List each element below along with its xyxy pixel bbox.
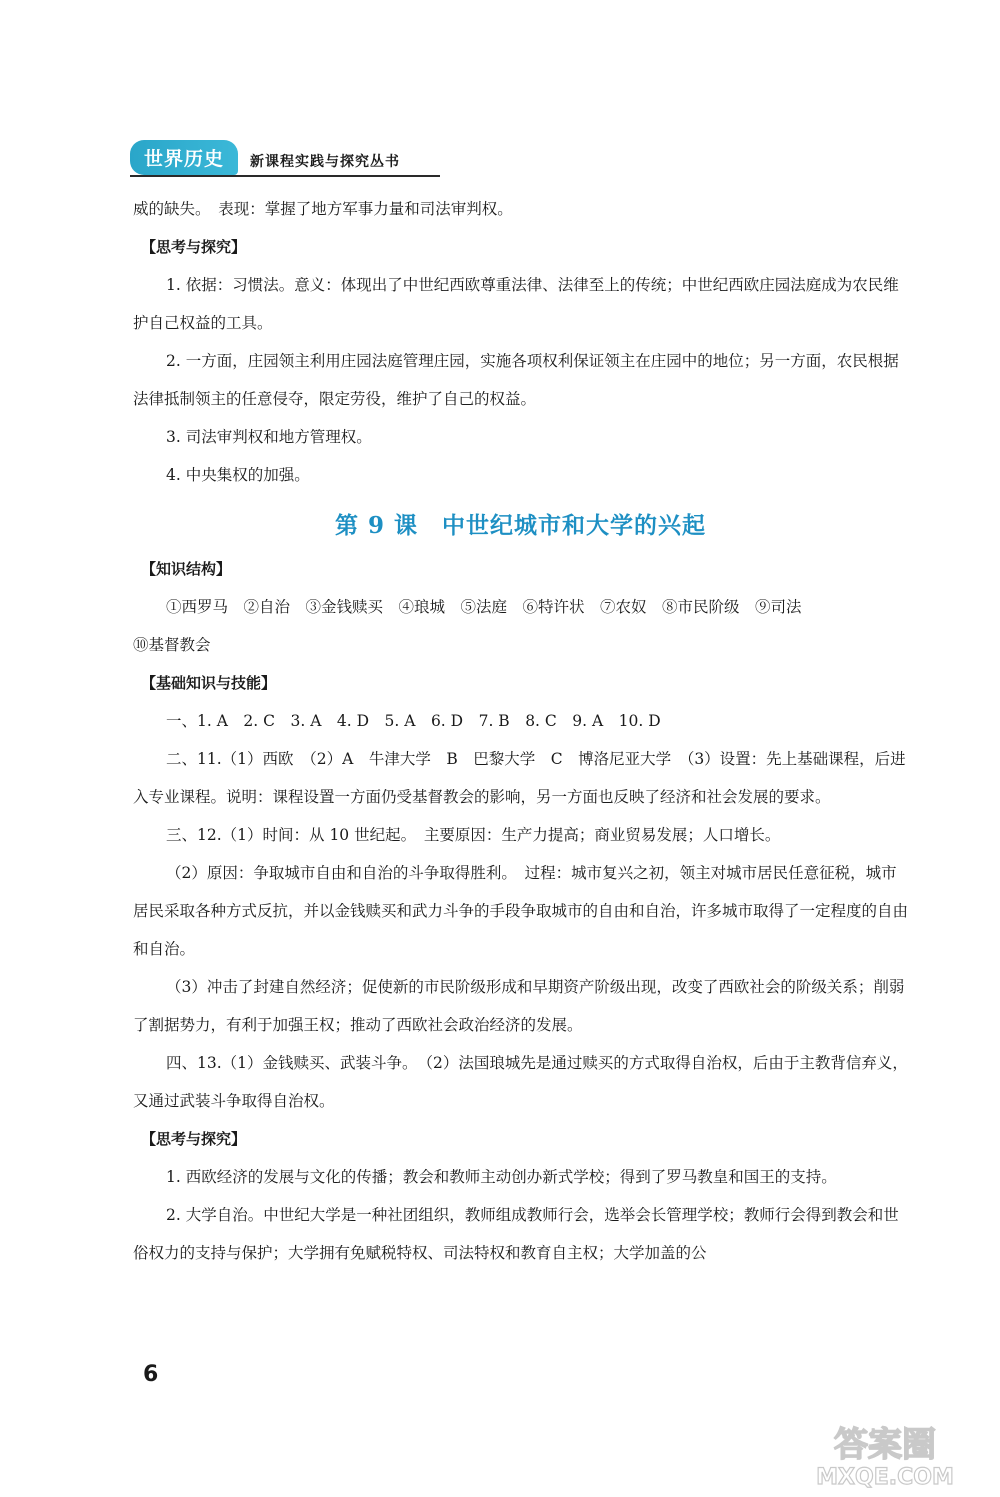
paragraph: 2. 大学自治。中世纪大学是一种社团组织，教师组成教师行会，选举会长管理学校；教师行会得到教会和世俗权力的支持与保护；大学拥有免赋税特权、司法特权和教育自主权；大学加盖的公: [133, 1206, 899, 1262]
paragraph: 3. 司法审判权和地方管理权。: [166, 428, 372, 446]
watermark-text: 答案圈: [834, 1425, 936, 1465]
paragraph: 2. 一方面，庄园领主利用庄园法庭管理庄园，实施各项权利保证领主在庄园中的地位；另一方面，农民根据法律抵制领主的任意侵夺，限定劳役，维护了自己的权益。: [133, 352, 899, 408]
lesson-title: 第 9 课 中世纪城市和大学的兴起: [334, 512, 707, 539]
series-title: 新课程实践与探究丛书: [250, 154, 401, 170]
knowledge-items: ①西罗马 ②自治 ③金钱赎买 ④琅城 ⑤法庭 ⑥特许状 ⑦农奴 ⑧市民阶级 ⑨司法: [166, 598, 802, 616]
page-content: [133, 190, 908, 1272]
paragraph: 威的缺失。 表现：掌握了地方军事力量和司法审判权。: [133, 200, 513, 218]
header-rule: [130, 175, 440, 177]
answer: 一、1. A 2. C 3. A 4. D 5. A 6. D 7. B 8. C 9. A 10. D: [166, 712, 661, 730]
answer: 二、11.（1）西欧 （2）A 牛津大学 B 巴黎大学 C 博洛尼亚大学 （3）设置：先上基础课程，后进入专业课程。说明：课程设置一方面仍受基督教会的影响，另一方面也反映了经济和社会发展的要求。: [133, 750, 906, 806]
watermark-logo: [790, 1420, 980, 1490]
knowledge-items: ⑩基督教会: [133, 636, 211, 654]
page-number: 6: [143, 1362, 159, 1387]
answer: 四、13.（1）金钱赎买、武装斗争。 （2）法国琅城先是通过赎买的方式取得自治权，后由于主教背信弃义，又通过武装斗争取得自治权。: [133, 1054, 908, 1110]
section-heading: 【思考与探究】: [141, 1130, 247, 1148]
book-header: [130, 140, 400, 175]
answer: 三、12.（1）时间：从 10 世纪起。 主要原因：生产力提高；商业贸易发展；人口增长。: [166, 826, 781, 844]
section-heading: 【基础知识与技能】: [141, 674, 277, 692]
answer: （3）冲击了封建自然经济；促使新的市民阶级形成和早期资产阶级出现，改变了西欧社会的阶级关系；削弱了割据势力，有利于加强王权；推动了西欧社会政治经济的发展。: [133, 978, 905, 1034]
answer: （2）原因：争取城市自由和自治的斗争取得胜利。 过程：城市复兴之初，领主对城市居民任意征税，城市居民采取各种方式反抗，并以金钱赎买和武力斗争的手段争取城市的自由和自治，许多城市取得了一定程度的自由和自治。: [133, 864, 909, 958]
section-heading: 【知识结构】: [141, 560, 232, 578]
watermark-url: MXQE.COM: [816, 1465, 954, 1490]
paragraph: 1. 西欧经济的发展与文化的传播；教会和教师主动创办新式学校；得到了罗马教皇和国王的支持。: [166, 1168, 837, 1186]
paragraph: 4. 中央集权的加强。: [166, 466, 310, 484]
section-heading: 【思考与探究】: [141, 238, 247, 256]
subject-badge: 世界历史: [130, 140, 238, 175]
paragraph: 1. 依据：习惯法。意义：体现出了中世纪西欧尊重法律、法律至上的传统；中世纪西欧庄园法庭成为农民维护自己权益的工具。: [133, 276, 899, 332]
